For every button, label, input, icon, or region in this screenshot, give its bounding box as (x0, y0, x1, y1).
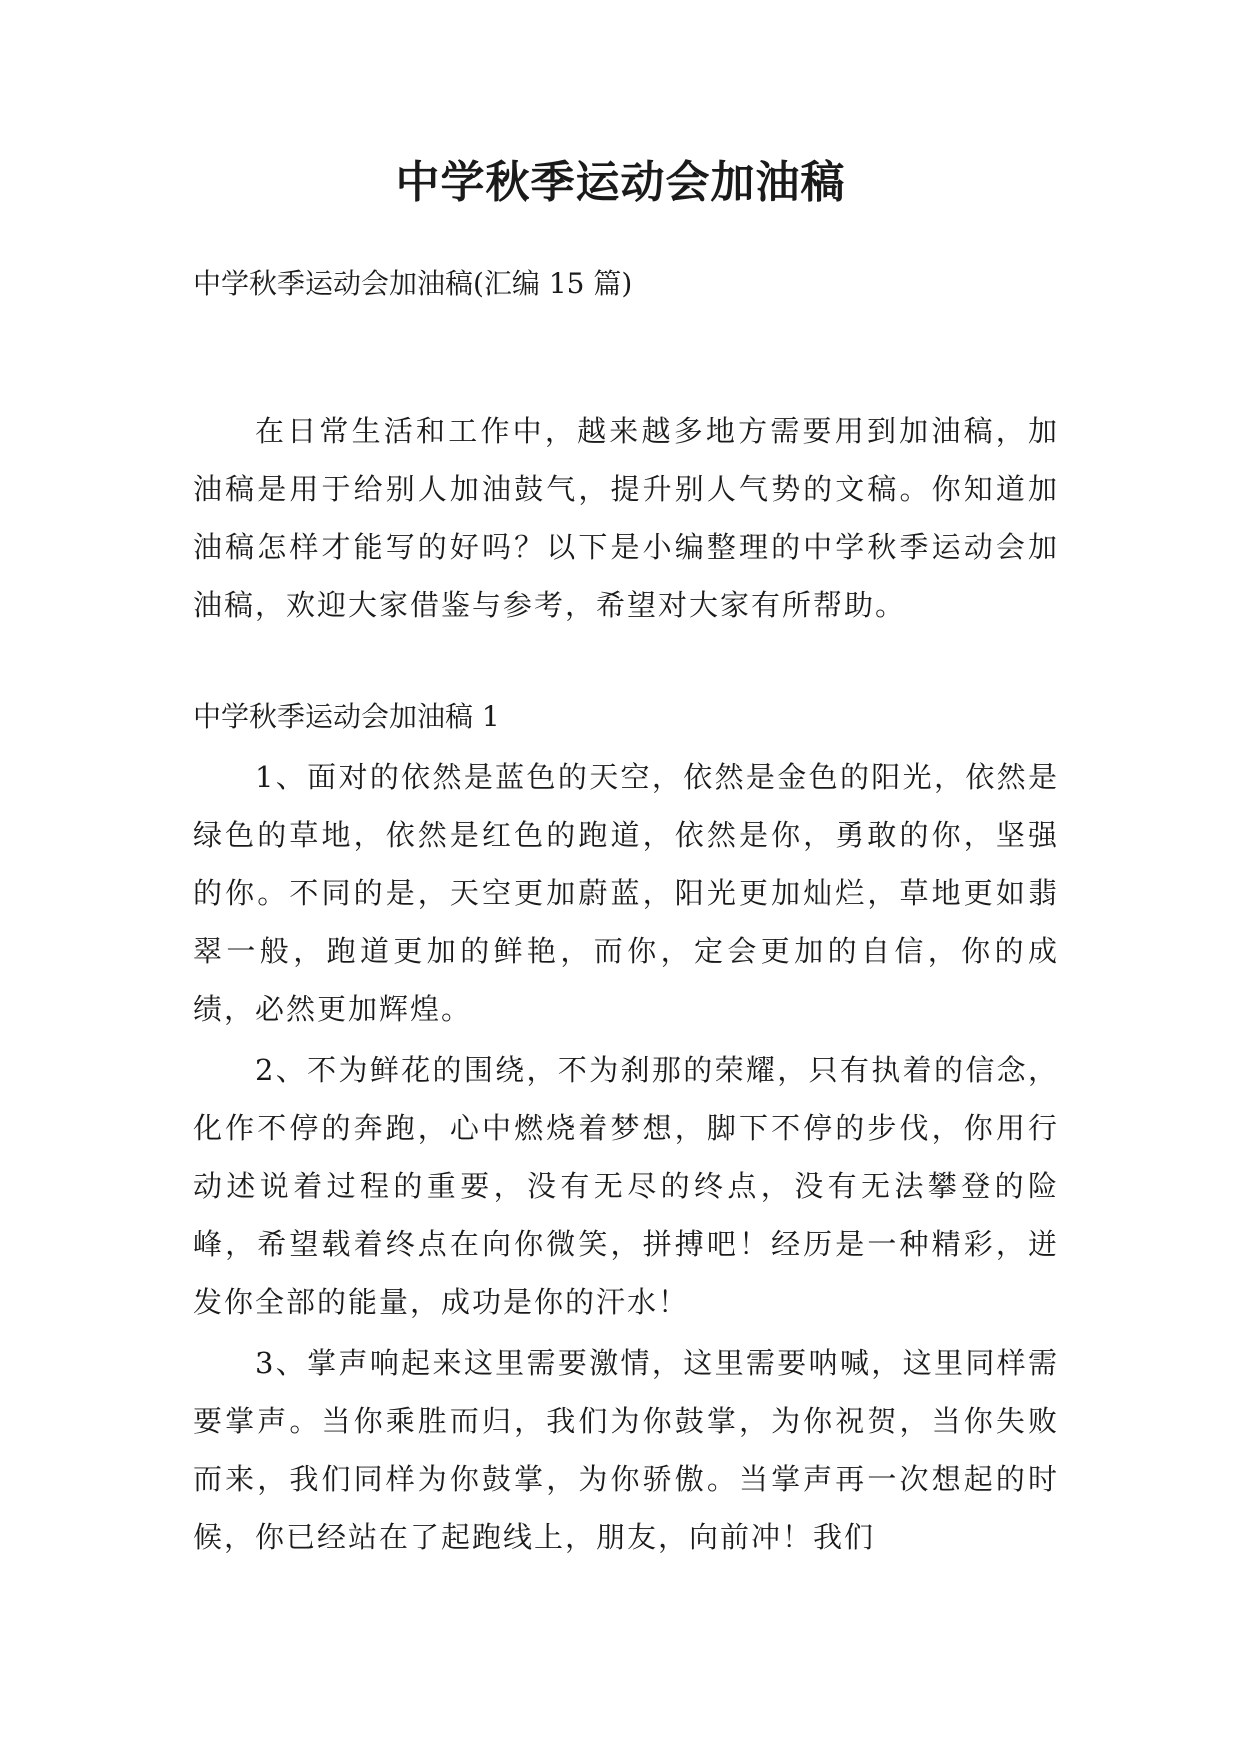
paragraph-2: 2、不为鲜花的围绕，不为刹那的荣耀，只有执着的信念，化作不停的奔跑，心中燃烧着梦想，脚下不停的步伐，你用行动述说着过程的重要，没有无尽的终点，没有无法攀登的险峰，希望载着终点在向你微笑，拼搏吧！经历是一种精彩，迸发你全部的能量，成功是你的汗水！ (193, 1053, 1059, 1319)
paragraph-3: 3、掌声响起来这里需要激情，这里需要呐喊，这里同样需要掌声。当你乘胜而归，我们为你鼓掌，为你祝贺，当你失败而来，我们同样为你鼓掌，为你骄傲。当掌声再一次想起的时候，你已经站在了起跑线上，朋友，向前冲！我们 (193, 1346, 1059, 1554)
document-subtitle: 中学秋季运动会加油稿(汇编 15 篇) (193, 267, 633, 300)
section-heading: 中学秋季运动会加油稿 1 (193, 700, 500, 733)
paragraph-1: 1、面对的依然是蓝色的天空，依然是金色的阳光，依然是绿色的草地，依然是红色的跑道，依然是你，勇敢的你，坚强的你。不同的是，天空更加蔚蓝，阳光更加灿烂，草地更如翡翠一般，跑道更加的鲜艳，而你，定会更加的自信，你的成绩，必然更加辉煌。 (193, 760, 1059, 1026)
document-title: 中学秋季运动会加油稿 (395, 157, 846, 208)
intro-paragraph: 在日常生活和工作中，越来越多地方需要用到加油稿，加油稿是用于给别人加油鼓气，提升别人气势的文稿。你知道加油稿怎样才能写的好吗？以下是小编整理的中学秋季运动会加油稿，欢迎大家借鉴与参考，希望对大家有所帮助。 (193, 414, 1059, 622)
